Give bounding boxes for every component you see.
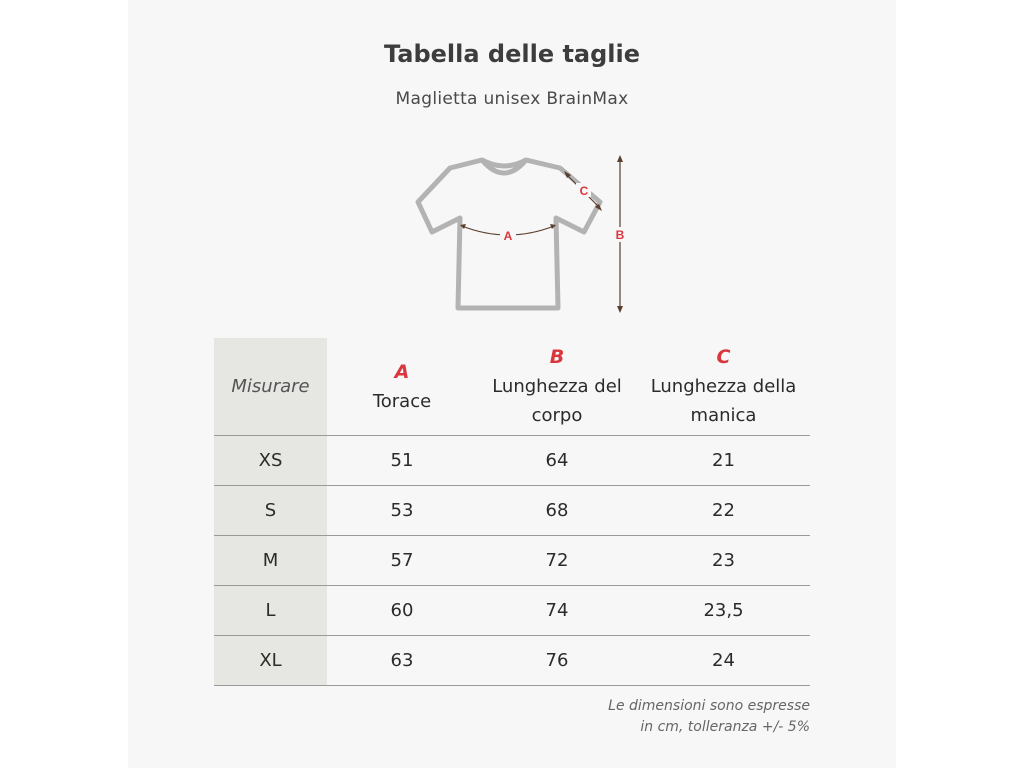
chest-label: A: [503, 229, 513, 243]
chest-header-label: Torace: [372, 390, 432, 412]
chest-cell: 57: [327, 536, 477, 586]
chest-cell: 60: [327, 586, 477, 636]
table-header-row: [214, 338, 810, 436]
table-row: [214, 586, 810, 636]
chest-header: [327, 338, 477, 436]
sleeve-header-label: Lunghezza della manica: [650, 376, 797, 426]
size-cell: XL: [214, 636, 327, 686]
sleeve-label: C: [579, 184, 589, 198]
length-cell: 74: [477, 586, 637, 636]
table-row: [214, 536, 810, 586]
length-cell: 72: [477, 536, 637, 586]
chest-cell: 53: [327, 486, 477, 536]
table-row: [214, 636, 810, 686]
length-header: [477, 338, 637, 436]
length-arrow-head-bottom: [617, 306, 623, 313]
product-subtitle: Maglietta unisex BrainMax: [395, 89, 629, 109]
tshirt-diagram: [406, 150, 626, 320]
dimensions-note: [608, 696, 810, 738]
length-arrow-head-top: [617, 155, 623, 162]
length-cell: 76: [477, 636, 637, 686]
size-chart-panel: [128, 0, 896, 768]
length-cell: 64: [477, 436, 637, 486]
sleeve-cell: 24: [637, 636, 810, 686]
note-line-2: in cm, tolleranza +/- 5%: [640, 719, 810, 735]
chest-cell: 63: [327, 636, 477, 686]
size-table: [214, 338, 810, 686]
sleeve-cell: 21: [637, 436, 810, 486]
table-row: [214, 486, 810, 536]
size-cell: L: [214, 586, 327, 636]
measure-header: Misurare: [214, 338, 327, 436]
size-cell: M: [214, 536, 327, 586]
size-cell: S: [214, 486, 327, 536]
length-letter: B: [549, 346, 565, 368]
note-line-1: Le dimensioni sono espresse: [608, 698, 810, 714]
sleeve-letter: C: [716, 346, 731, 368]
table-row: [214, 436, 810, 486]
page-title: Tabella delle taglie: [383, 40, 641, 68]
sleeve-cell: 22: [637, 486, 810, 536]
sleeve-cell: 23: [637, 536, 810, 586]
sleeve-cell: 23,5: [637, 586, 810, 636]
length-cell: 68: [477, 486, 637, 536]
size-cell: XS: [214, 436, 327, 486]
sleeve-header: [637, 338, 810, 436]
length-label: B: [615, 228, 625, 242]
chest-letter: A: [394, 360, 410, 383]
length-header-label: Lunghezza del corpo: [492, 376, 622, 426]
chest-cell: 51: [327, 436, 477, 486]
